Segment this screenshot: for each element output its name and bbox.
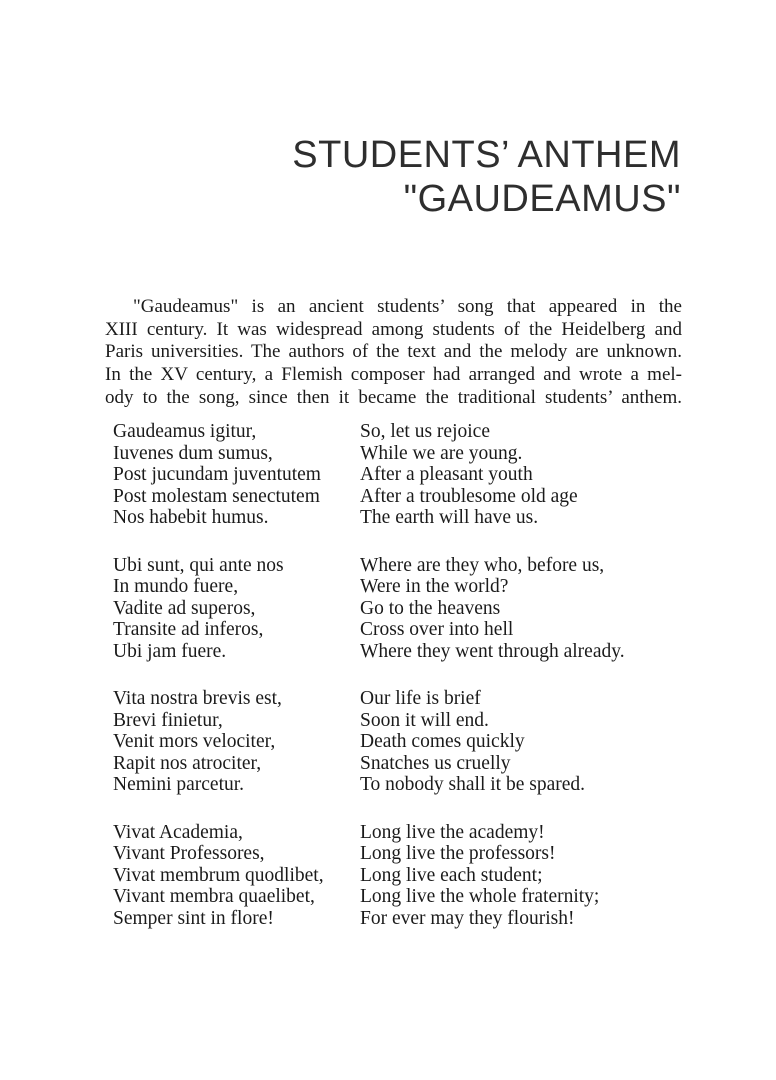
poem-line-latin: Gaudeamus igitur, xyxy=(113,421,257,442)
poem-line-english: Cross over into hell xyxy=(360,619,514,640)
poem-line-english: Where are they who, before us, xyxy=(360,554,605,576)
poem-line-english: After a troublesome old age xyxy=(360,485,578,507)
poem-line-latin: Transite ad inferos, xyxy=(113,619,264,640)
poem-line-english: Long live the professors! xyxy=(360,843,556,864)
poem-line-latin: Vita nostra brevis est, xyxy=(113,688,282,709)
intro-line: ody to the song, since then it became the traditional students’ anthem. xyxy=(105,386,682,408)
poem-line-latin: Ubi jam fuere. xyxy=(113,640,227,662)
english-column xyxy=(360,822,625,930)
poem-line-latin: Post molestam senectutem xyxy=(113,485,320,507)
latin-column xyxy=(113,822,360,930)
intro-line: Paris universities. The authors of the text and the melody are unknown. xyxy=(105,341,682,363)
poem-line-english: After a pleasant youth xyxy=(360,464,533,485)
poem-line-latin: Vivat membrum quodlibet, xyxy=(113,864,324,886)
english-column xyxy=(360,688,625,796)
poem-line-english: To nobody shall it be spared. xyxy=(360,774,586,795)
poem-line-latin: Nemini parcetur. xyxy=(113,774,245,795)
intro-line: In the XV century, a Flemish composer had arranged and wrote a mel- xyxy=(105,364,682,386)
poem-line-english: For ever may they flourish! xyxy=(360,907,575,929)
poem-line-latin: Rapit nos atrociter, xyxy=(113,752,262,774)
poem-line-english: So, let us rejoice xyxy=(360,421,490,442)
intro-line: XIII century. It was widespread among students of the Heidelberg and xyxy=(105,318,682,340)
poem-line-latin: Post jucundam juventutem xyxy=(113,464,321,485)
poem-line-english: Snatches us cruelly xyxy=(360,752,511,774)
poem-line-latin: In mundo fuere, xyxy=(113,576,239,597)
poem-line-english: Long live the academy! xyxy=(360,821,545,843)
page-title xyxy=(292,133,681,221)
stanza-2 xyxy=(113,555,625,663)
poem-line-latin: Brevi finietur, xyxy=(113,709,223,731)
poem-line-english: Death comes quickly xyxy=(360,731,525,752)
poem-line-english: Go to the heavens xyxy=(360,597,501,619)
poem-line-latin: Vadite ad superos, xyxy=(113,597,256,619)
poem-line-latin: Vivat Academia, xyxy=(113,821,243,843)
stanza-4 xyxy=(113,822,625,930)
poem-line-latin: Ubi sunt, qui ante nos xyxy=(113,554,284,576)
poem-line-english: Long live each student; xyxy=(360,864,543,886)
stanza-1 xyxy=(113,421,625,529)
poem-line-latin: Nos habebit humus. xyxy=(113,507,269,528)
poem-line-latin: Vivant Professores, xyxy=(113,843,265,864)
poem-line-latin: Iuvenes dum sumus, xyxy=(113,442,273,464)
poem-line-latin: Venit mors velociter, xyxy=(113,731,276,752)
poem-line-english: Were in the world? xyxy=(360,576,509,597)
title-line-1: STUDENTS’ ANTHEM xyxy=(292,134,681,176)
latin-column xyxy=(113,555,360,663)
poem xyxy=(113,421,625,929)
latin-column xyxy=(113,421,360,529)
poem-line-english: Soon it will end. xyxy=(360,709,489,731)
poem-line-latin: Vivant membra quaelibet, xyxy=(113,886,315,907)
intro-line: "Gaudeamus" is an ancient students’ song that appeared in the xyxy=(133,296,682,317)
intro-paragraph xyxy=(105,296,682,410)
poem-line-english: Our life is brief xyxy=(360,688,481,709)
poem-line-english: Where they went through already. xyxy=(360,640,625,662)
poem-line-english: The earth will have us. xyxy=(360,507,539,528)
poem-line-english: Long live the whole fraternity; xyxy=(360,886,600,907)
poem-line-english: While we are young. xyxy=(360,442,523,464)
poem-line-latin: Semper sint in flore! xyxy=(113,907,274,929)
stanza-3 xyxy=(113,688,625,796)
title-line-2: "GAUDEAMUS" xyxy=(403,178,681,220)
english-column xyxy=(360,555,625,663)
latin-column xyxy=(113,688,360,796)
english-column xyxy=(360,421,625,529)
